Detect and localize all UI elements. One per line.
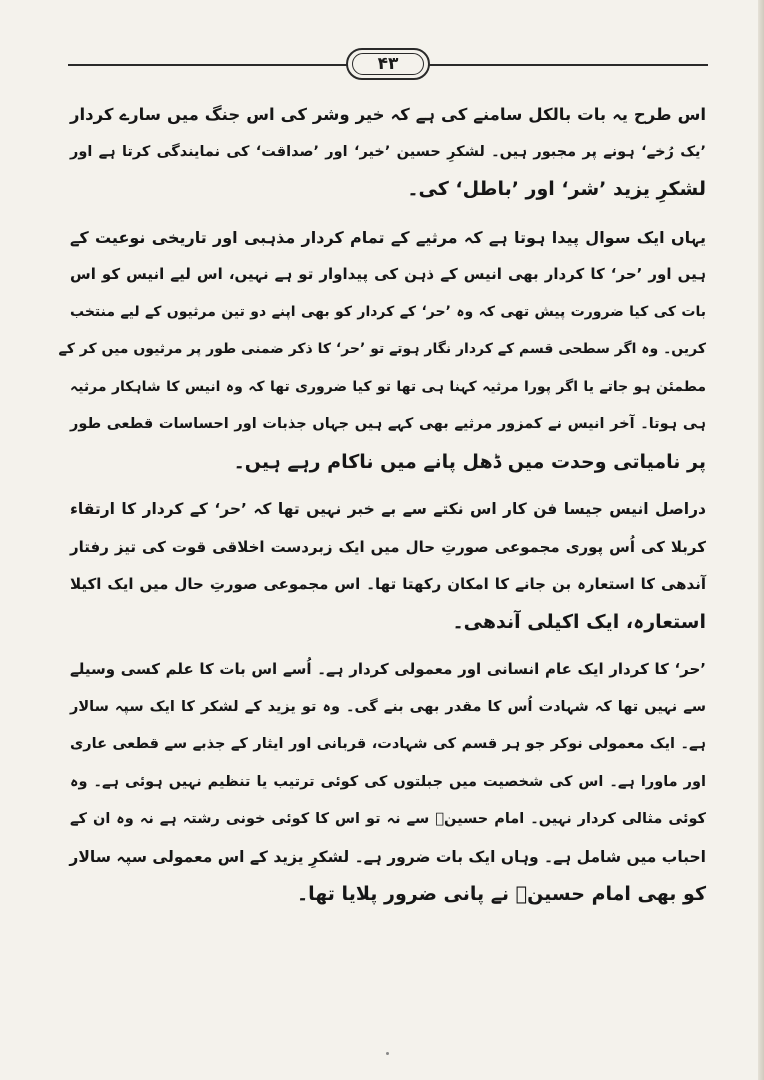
text-line: دراصل انیس جیسا فن کار اس نکتے سے بے خبر نہیں تھا کہ ’حر‘ کے کردار کا ارتقاء — [70, 500, 706, 518]
text-line: ہے۔ ایک معمولی نوکر جو ہر قسم کی شہادت، قربانی اور ایثار کے جذبے سے قطعی عاری — [70, 736, 706, 752]
text-line: کوئی مثالی کردار نہیں۔ امام حسینؑ سے نہ تو اس کا کوئی خونی رشتہ ہے نہ وہ ان کے — [70, 811, 706, 827]
text-line: اور ماورا ہے۔ اس کی شخصیت میں جبلتوں کی کوئی ترتیب یا تنظیم نہیں ہوئی ہے۔ وہ — [70, 773, 706, 790]
text-line: احباب میں شامل ہے۔ وہاں ایک بات ضرور ہے۔ لشکرِ یزید کے اس معمولی سپہ سالار — [69, 847, 706, 866]
text-line: کریں۔ وہ اگر سطحی قسم کے کردار نگار ہوتے تو ’حر‘ کا ذکر ضمنی طور پر مرثیوں میں کر کے — [58, 341, 706, 357]
text-line: ہی ہوتا۔ آخر انیس نے کمزور مرثیے بھی کہے ہیں جہاں جذبات اور احساسات قطعی طور — [70, 416, 706, 432]
page-number: ۴۳ — [352, 53, 424, 75]
text-line: پر نامیاتی وحدت میں ڈھل پانے میں ناکام رہے ہیں۔ — [233, 450, 706, 473]
text-line: اس طرح یہ بات بالکل سامنے کی ہے کہ خیر وشر کی اس جنگ میں سارے کردار — [70, 105, 706, 124]
text-line: استعارہ، ایک اکیلی آندھی۔ — [452, 610, 706, 633]
page-number-badge — [346, 48, 430, 80]
page-header — [68, 44, 708, 84]
paragraph — [70, 96, 706, 209]
text-line: ہیں اور ’حر‘ کا کردار بھی انیس کے ذہن کی پیداوار تو ہے نہیں، اس لیے انیس کو اس — [70, 265, 706, 283]
text-line: یہاں ایک سوال پیدا ہوتا ہے کہ مرثیے کے تمام کردار مذہبی اور تاریخی نوعیت کے — [70, 227, 707, 247]
paragraph — [70, 491, 706, 641]
text-line: بات کی کیا ضرورت پیش تھی کہ وہ ’حر‘ کے کردار کو بھی اپنے دو تین مرثیوں کے لیے منتخب — [70, 303, 706, 320]
text-line: کو بھی امام حسینؑ نے پانی ضرور پلایا تھا۔ — [297, 883, 706, 905]
paragraph — [58, 219, 707, 482]
page-edge-shadow — [758, 0, 764, 1080]
text-line: مطمئن ہو جاتے یا اگر پورا مرثیہ کہنا ہی تھا تو کیا ضروری تھا کہ وہ انیس کا شاہکار مرثیہ — [70, 378, 706, 395]
text-line: کربلا کی اُس پوری مجموعی صورتِ حال میں ایک زبردست اخلاقی قوت کی تیز رفتار — [70, 537, 706, 556]
text-line: ’حر‘ کا کردار ایک عام انسانی اور معمولی کردار ہے۔ اُسے اس بات کا علم کسی وسیلے — [70, 660, 706, 678]
text-line: ’یک رُخے‘ ہونے پر مجبور ہیں۔ لشکرِ حسین ’خیر‘ اور ’صداقت‘ کی نمایندگی کرتا ہے اور — [70, 143, 706, 160]
text-line: سے نہیں تھا کہ شہادت اُس کا مقدر بھی بنے گی۔ وہ تو یزید کے لشکر کا ایک سپہ سالار — [70, 698, 706, 715]
text-line: آندھی کا استعارہ بن جانے کا امکان رکھتا تھا۔ اس مجموعی صورتِ حال میں ایک اکیلا — [70, 575, 706, 593]
page-body — [58, 96, 707, 924]
scan-speck — [386, 1052, 389, 1055]
paragraph — [70, 651, 706, 914]
text-line: لشکرِ یزید ’شر‘ اور ’باطل‘ کی۔ — [407, 178, 706, 200]
